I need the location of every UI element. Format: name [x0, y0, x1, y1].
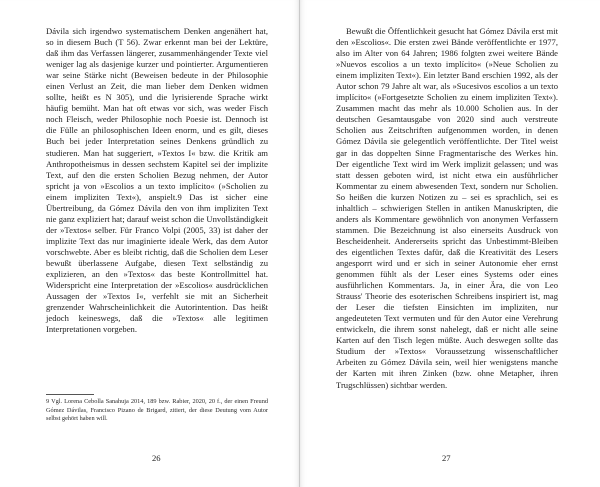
footnote-9: 9 Vgl. Lorena Cebolla Sanahuja 2014, 189 bzw. Rabier, 2020, 20 f., der einen Freund Gómez Dávilas, Francisco Pizano de Brigard, zitiert, der diese Deutung vom Autor selbst gehört haben will.	[46, 398, 268, 423]
left-page-paragraph: Dávila sich irgendwo systematischem Denken angenähert hat, so in diesem Buch (T 56). Zwar erkennt man bei der Lektüre, daß ihm das Verfassen längerer, zusammenhängender Texte viel weniger lag als dasjenige kurzer und pointierter. Argumentieren war seine Stärke nicht (Beweisen bedeute in der Philosophie einen Verlust an Zeit, die man lieber dem Denken widmen sollte, heißt es N 305), und die lyrisierende Sprache wirkt häufig bemüht. Man hat oft etwas vor sich, was weder Fisch noch Fleisch, weder Philosophie noch Poesie ist. Dennoch ist die Fülle an philosophischen Ideen enorm, und es gilt, dieses Buch bei jeder Interpretation seines Denkens gründlich zu studieren. Man hat suggeriert, »Textos I« bzw. die Kritik am Anthropotheismus in dessen sechstem Kapitel sei der implizite Text, auf den die ersten Scholien Bezug nehmen, der Autor spricht ja von »Escolios a un texto implícito« (»Scholien zu einem impliziten Text«), anspielt.9 Das ist sicher eine Übertreibung, da Gómez Dávila den von ihm impliziten Text nie ganz expliziert hat; darauf weist schon die Unvollständigkeit der »Textos« selber. Für Franco Volpi (2005, 33) ist daher der implizite Text das nur imaginierte ideale Werk, das dem Autor vorschwebte. Aber es bleibt richtig, daß die Scholien dem Leser bewußt überlassene Aufgabe, diesen Text selbständig zu explizieren, an den »Textos« das beste Kontrollmittel hat. Widerspricht eine Interpretation der »Escolios« ausdrücklichen Aussagen der »Textos I«, verfehlt sie mit an Sicherheit grenzender Wahrscheinlichkeit die Autorintention. Das heißt jedoch keineswegs, daß die »Textos« alle legitimen Interpretationen vorgeben.	[46, 26, 268, 335]
left-page-body-text	[46, 26, 268, 335]
left-page-number: 26	[152, 453, 161, 463]
right-page-number: 27	[442, 453, 451, 463]
right-page	[300, 0, 600, 487]
right-page-paragraph: Bewußt die Öffentlichkeit gesucht hat Gómez Dávila erst mit den »Escolios«. Die ersten zwei Bände veröffentlichte er 1977, also im Alter von 64 Jahren; 1986 folgten zwei weitere Bände »Nuevos escolios a un texto implícito« (»Neue Scholien zu einem impliziten Text«). Ein letzter Band erschien 1992, als der Autor schon 79 Jahre alt war, als »Sucesivos escolios a un texto implícito« (»Fortgesetzte Scholien zu einem impliziten Text«). Zusammen macht das mehr als 10.000 Scholien aus. In der deutschen Gesamtausgabe von 2020 sind auch verstreute Scholien aus Zeitschriften aufgenommen worden, in denen Gómez Dávila sie gelegentlich veröffentlichte. Der Titel weist gar in das doppelten Sinne Fragmentarische des Werkes hin. Der eigentliche Text wird im Werk implizit gelassen; und was statt dessen geboten wird, ist nicht etwa ein ausführlicher Kommentar zu einem abwesenden Text, sondern nur Scholien. So heißen die kurzen Notizen zu – sei es sprachlich, sei es inhaltlich – schwierigen Stellen in antiken Manuskripten, die anders als Kommentare gewöhnlich von anonymen Verfassern stammen. Die Bezeichnung ist also einerseits Ausdruck von Bescheidenheit. Andererseits spricht das Unbestimmt-Bleiben des eigentlichen Textes dafür, daß die Kreativität des Lesers angesporrt wird und er sich in seiner Autonomie eher ernst genommen fühlt als der Leser eines Systems oder eines ausführlichen Kommentars. Ja, in einer Ära, die von Leo Strauss' Theorie des esoterischen Schreibens inspiriert ist, mag der Leser die tiefsten Einsichten im impliziten, nur angedeuteten Text vermuten und für den Autor eine Verehrung entwickeln, die ihrem sonst nahelegt, daß er nicht alle seine Karten auf den Tisch legen müßte. Auch deswegen sollte das Studium der »Textos« Voraussetzung wissenschaftlicher Arbeiten zu Gómez Dávila sein, weil hier wenigstens manche der Karten mit ihren Zinken (bzw. ohne Metapher, ihren Trugschlüssen) sichtbar werden.	[336, 26, 558, 390]
footnote-separator	[46, 394, 94, 395]
right-page-body-text	[336, 26, 558, 391]
